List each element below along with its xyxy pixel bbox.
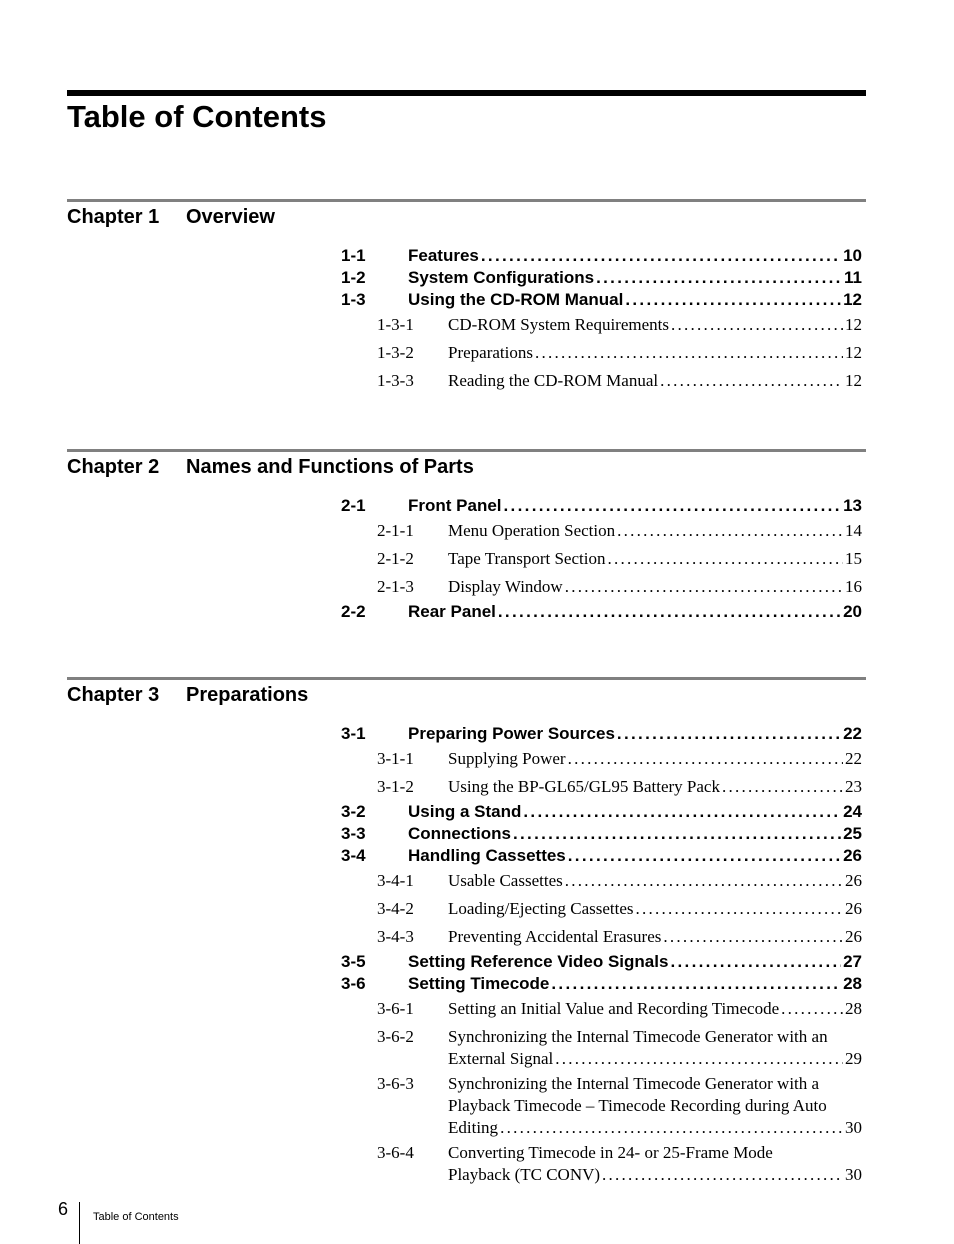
entry-page-number: 30 (845, 1118, 862, 1137)
entry-title: System Configurations (408, 268, 595, 287)
entry-title: Features (408, 246, 479, 265)
entry-title-line (448, 1164, 862, 1186)
entry-title-column (408, 823, 862, 845)
entry-title-line (448, 1095, 862, 1117)
toc-subsection-entry[interactable] (341, 548, 862, 573)
entry-number: 3-5 (341, 952, 366, 971)
entry-number: 3-4 (341, 846, 366, 865)
chapter-rule (67, 677, 866, 680)
toc-section-entry[interactable] (341, 801, 862, 823)
entry-title-column (408, 973, 862, 995)
entry-title: External Signal (448, 1049, 554, 1068)
toc-subsection-entry[interactable] (341, 1073, 862, 1139)
dot-leader (481, 245, 841, 267)
toc-section-entry[interactable] (341, 845, 862, 867)
entry-page-number: 24 (843, 802, 862, 821)
entry-page-number: 29 (845, 1049, 862, 1068)
dot-leader (568, 748, 843, 770)
dot-leader (596, 267, 842, 289)
entry-title: Usable Cassettes (448, 871, 563, 890)
entry-page-number: 30 (845, 1165, 862, 1184)
dot-leader (498, 601, 841, 623)
entry-title: Converting Timecode in 24- or 25-Frame Mode (448, 1143, 773, 1162)
entry-title: Playback Timecode – Timecode Recording during Auto (448, 1096, 827, 1115)
toc-entries (341, 723, 862, 1186)
toc-subsection-entry[interactable] (341, 314, 862, 339)
entry-title: Using the CD-ROM Manual (408, 290, 624, 309)
dot-leader (523, 801, 841, 823)
entry-title: Connections (408, 824, 511, 843)
entry-page-number: 23 (845, 777, 862, 796)
toc-entries (341, 245, 862, 395)
entry-title: Tape Transport Section (448, 549, 606, 568)
entry-title-column (408, 289, 862, 311)
entry-number: 3-6-4 (377, 1143, 414, 1162)
entry-title-line (448, 1026, 862, 1048)
entry-title: Menu Operation Section (448, 521, 616, 540)
entry-title-column (448, 926, 862, 948)
entry-title: Synchronizing the Internal Timecode Generator with a (448, 1074, 820, 1093)
entry-title-line (448, 1073, 862, 1095)
chapter-label: Chapter 1 (67, 206, 160, 228)
title-rule (67, 90, 866, 96)
dot-leader (671, 314, 843, 336)
entry-page-number: 12 (843, 290, 862, 309)
toc-subsection-entry[interactable] (341, 926, 862, 951)
entry-page-number: 27 (843, 952, 862, 971)
dot-leader (607, 548, 843, 570)
entry-page-number: 10 (843, 246, 862, 265)
entry-number: 2-1-2 (377, 549, 414, 568)
page-number: 6 (58, 1199, 69, 1219)
dot-leader (568, 845, 841, 867)
entry-title: CD-ROM System Requirements (448, 315, 669, 334)
dot-leader (565, 576, 843, 598)
toc-subsection-entry[interactable] (341, 576, 862, 601)
dot-leader (781, 998, 843, 1020)
entry-number: 3-1-2 (377, 777, 414, 796)
entry-title-column (408, 245, 862, 267)
entry-page-number: 26 (843, 846, 862, 865)
dot-leader (565, 870, 843, 892)
chapter-heading (67, 454, 474, 480)
entry-number: 1-3 (341, 290, 366, 309)
toc-section-entry[interactable] (341, 245, 862, 267)
entry-number: 3-6 (341, 974, 366, 993)
entry-title-column (448, 576, 862, 598)
entry-title-column (448, 870, 862, 892)
entry-page-number: 11 (844, 268, 862, 287)
toc-subsection-entry[interactable] (341, 898, 862, 923)
dot-leader (660, 370, 843, 392)
entry-title-column (448, 748, 862, 770)
entry-number: 3-2 (341, 802, 366, 821)
entry-title: Display Window (448, 577, 563, 596)
entry-title: Setting Timecode (408, 974, 550, 993)
entry-page-number: 13 (843, 496, 862, 515)
entry-title-column (408, 845, 862, 867)
entry-number: 3-6-3 (377, 1074, 414, 1093)
chapter-heading (67, 682, 308, 708)
toc-section-entry[interactable] (341, 267, 862, 289)
toc-entries (341, 495, 862, 623)
entry-title-column (448, 1073, 862, 1139)
entry-title: Loading/Ejecting Cassettes (448, 899, 634, 918)
entry-title-column (448, 1142, 862, 1186)
toc-section-entry[interactable] (341, 951, 862, 973)
entry-title: Front Panel (408, 496, 502, 515)
chapter-label: Chapter 2 (67, 456, 160, 478)
toc-section-entry[interactable] (341, 723, 862, 745)
toc-section-entry[interactable] (341, 289, 862, 311)
entry-page-number: 15 (845, 549, 862, 568)
entry-title-column (448, 998, 862, 1020)
entry-page-number: 26 (845, 871, 862, 890)
toc-subsection-entry[interactable] (341, 776, 862, 801)
entry-title-line (448, 1048, 862, 1070)
entry-page-number: 25 (843, 824, 862, 843)
entry-title: Preparations (448, 343, 533, 362)
entry-title-column (408, 951, 862, 973)
toc-subsection-entry[interactable] (341, 370, 862, 395)
footer-divider (79, 1202, 80, 1244)
entry-page-number: 26 (845, 927, 862, 946)
toc-subsection-entry[interactable] (341, 1142, 862, 1186)
toc-section-entry[interactable] (341, 601, 862, 623)
entry-page-number: 12 (845, 371, 862, 390)
toc-subsection-entry[interactable] (341, 520, 862, 545)
entry-number: 1-3-1 (377, 315, 414, 334)
entry-page-number: 28 (843, 974, 862, 993)
toc-section-entry[interactable] (341, 495, 862, 517)
entry-title: Setting an Initial Value and Recording Timecode (448, 999, 780, 1018)
entry-title: Handling Cassettes (408, 846, 566, 865)
chapter-name: Names and Functions of Parts (186, 456, 474, 478)
entry-title: Editing (448, 1118, 499, 1137)
page-title: Table of Contents (67, 99, 327, 134)
dot-leader (636, 898, 843, 920)
entry-title: Using a Stand (408, 802, 522, 821)
chapter-rule (67, 449, 866, 452)
toc-section-entry[interactable] (341, 973, 862, 995)
entry-title-column (448, 776, 862, 798)
chapter-name: Overview (186, 206, 275, 228)
entry-title: Playback (TC CONV) (448, 1165, 601, 1184)
chapter-rule (67, 199, 866, 202)
entry-title-line (448, 1117, 862, 1139)
dot-leader (617, 723, 841, 745)
toc-subsection-entry[interactable] (341, 342, 862, 367)
entry-number: 3-6-2 (377, 1027, 414, 1046)
entry-title: Preparing Power Sources (408, 724, 615, 743)
entry-title-line (448, 1142, 862, 1164)
entry-number: 1-2 (341, 268, 366, 287)
dot-leader (670, 951, 841, 973)
entry-number: 3-1-1 (377, 749, 414, 768)
entry-page-number: 28 (845, 999, 862, 1018)
entry-page-number: 22 (845, 749, 862, 768)
entry-number: 3-4-3 (377, 927, 414, 946)
entry-title-column (448, 898, 862, 920)
dot-leader (602, 1164, 843, 1186)
dot-leader (535, 342, 843, 364)
dot-leader (625, 289, 841, 311)
toc-subsection-entry[interactable] (341, 998, 862, 1023)
entry-number: 3-1 (341, 724, 366, 743)
toc-section-entry[interactable] (341, 823, 862, 845)
entry-title: Synchronizing the Internal Timecode Generator with an (448, 1027, 828, 1046)
entry-number: 2-1 (341, 496, 366, 515)
toc-subsection-entry[interactable] (341, 870, 862, 895)
entry-title-column (448, 370, 862, 392)
dot-leader (555, 1048, 843, 1070)
entry-title: Rear Panel (408, 602, 496, 621)
entry-title-column (408, 723, 862, 745)
dot-leader (500, 1117, 843, 1139)
entry-number: 3-6-1 (377, 999, 414, 1018)
entry-page-number: 20 (843, 602, 862, 621)
entry-number: 2-1-3 (377, 577, 414, 596)
entry-page-number: 16 (845, 577, 862, 596)
toc-subsection-entry[interactable] (341, 1026, 862, 1070)
entry-number: 3-4-1 (377, 871, 414, 890)
entry-number: 3-4-2 (377, 899, 414, 918)
footer-label: Table of Contents (93, 1211, 179, 1223)
dot-leader (663, 926, 843, 948)
entry-page-number: 14 (845, 521, 862, 540)
chapter-heading (67, 204, 275, 230)
entry-title-column (408, 495, 862, 517)
entry-title-column (408, 267, 862, 289)
entry-number: 1-3-2 (377, 343, 414, 362)
entry-page-number: 26 (845, 899, 862, 918)
entry-page-number: 12 (845, 315, 862, 334)
entry-title: Supplying Power (448, 749, 566, 768)
dot-leader (722, 776, 843, 798)
dot-leader (617, 520, 843, 542)
entry-title: Setting Reference Video Signals (408, 952, 669, 971)
entry-title-column (408, 601, 862, 623)
entry-number: 3-3 (341, 824, 366, 843)
entry-page-number: 12 (845, 343, 862, 362)
entry-title-column (448, 520, 862, 542)
entry-title-column (408, 801, 862, 823)
entry-title-column (448, 314, 862, 336)
entry-title: Reading the CD-ROM Manual (448, 371, 659, 390)
toc-subsection-entry[interactable] (341, 748, 862, 773)
dot-leader (551, 973, 841, 995)
entry-number: 2-2 (341, 602, 366, 621)
entry-number: 2-1-1 (377, 521, 414, 540)
chapter-label: Chapter 3 (67, 684, 160, 706)
entry-title: Using the BP-GL65/GL95 Battery Pack (448, 777, 720, 796)
entry-page-number: 22 (843, 724, 862, 743)
entry-title-column (448, 548, 862, 570)
chapter-name: Preparations (186, 684, 309, 706)
entry-title-column (448, 1026, 862, 1070)
dot-leader (513, 823, 841, 845)
entry-title: Preventing Accidental Erasures (448, 927, 662, 946)
entry-number: 1-1 (341, 246, 366, 265)
entry-title-column (448, 342, 862, 364)
dot-leader (504, 495, 842, 517)
entry-number: 1-3-3 (377, 371, 414, 390)
